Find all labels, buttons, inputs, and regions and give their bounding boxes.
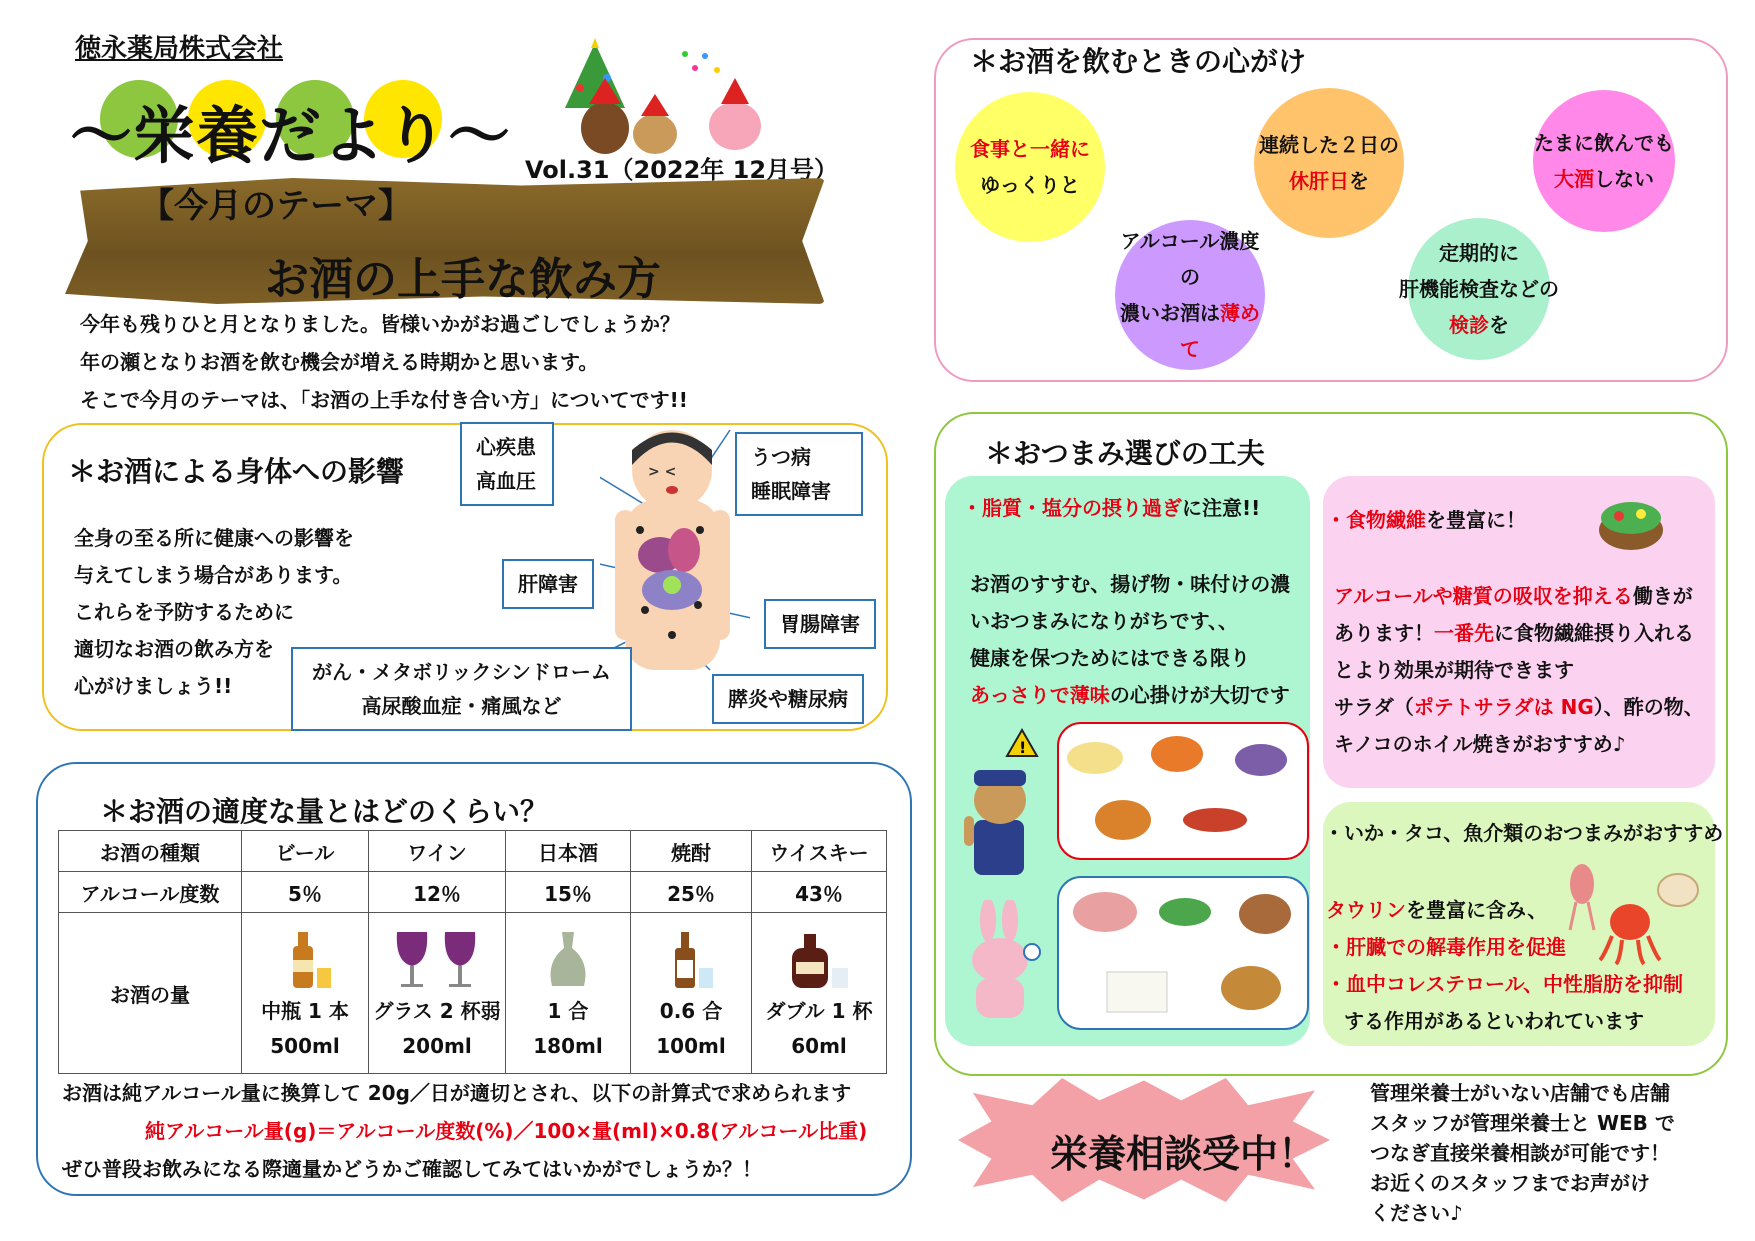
- drink-ml: 200ml: [402, 1034, 472, 1058]
- red-text: ・食物繊維: [1326, 508, 1426, 532]
- body-line: キノコのホイル焼きがおすすめ♪: [1334, 732, 1626, 756]
- tip-text: アルコール濃度の: [1120, 229, 1260, 289]
- tip-circle-4: [1115, 220, 1265, 370]
- label-depression-line: 睡眠障害: [751, 479, 831, 503]
- body-text: 働きが: [1632, 584, 1693, 608]
- red-text: あっさりで薄味: [970, 683, 1110, 707]
- label-cancer: [291, 647, 632, 731]
- newsletter-title: [70, 80, 512, 172]
- drink-abv: 12％: [369, 872, 506, 913]
- wine-glasses-icon: [387, 928, 487, 990]
- fiber-body: [1334, 578, 1704, 763]
- drink-serving: グラス 2 杯弱: [373, 999, 501, 1023]
- table-row: [59, 831, 887, 872]
- body-line: する作用があるといわれています: [1344, 1009, 1644, 1033]
- tip-text: を: [1489, 313, 1509, 337]
- intro-line: そこで今月のテーマは、「お酒の上手な付き合い方」についてです!!: [80, 388, 688, 412]
- effects-line: 与えてしまう場合があります。: [74, 563, 353, 587]
- drink-name: ワイン: [369, 831, 506, 872]
- drink-abv: 5％: [242, 872, 369, 913]
- fried-foods-illustration: [1065, 728, 1300, 853]
- tip-red-text: 大酒: [1554, 167, 1594, 191]
- intro-text: [80, 305, 688, 419]
- drink-serving: 0.6 合: [659, 999, 723, 1023]
- effects-title: ＊お酒による身体への影響: [68, 455, 405, 488]
- drink-ml: 100ml: [656, 1034, 726, 1058]
- intro-line: 年の瀬となりお酒を飲む機会が増える時期かと思います。: [80, 350, 599, 374]
- volume-issue: Vol.31（2022年 12月号）: [525, 156, 839, 184]
- svg-text:> <: > <: [648, 464, 677, 480]
- seafood-heading: ・いか・タコ、魚介類のおつまみがおすすめ: [1324, 821, 1724, 845]
- red-text: タウリン: [1326, 898, 1406, 922]
- consult-line: ください♪: [1370, 1201, 1463, 1225]
- drink-ml: 180ml: [533, 1034, 603, 1058]
- tip-text: ゆっくりと: [980, 173, 1080, 197]
- tip-red-text: 検診: [1449, 313, 1489, 337]
- tips-title: ＊お酒を飲むときの心がけ: [970, 45, 1307, 78]
- tip-circle-1: [955, 92, 1105, 242]
- police-dog-illustration: [960, 760, 1040, 880]
- consult-line: つなぎ直接栄養相談が可能です！: [1370, 1141, 1670, 1165]
- red-text: ・脂質・塩分の摂り過ぎ: [962, 496, 1182, 520]
- tip-text: たまに飲んでも: [1534, 131, 1674, 155]
- tip-text: を: [1349, 169, 1369, 193]
- shochu-bottle-icon: [661, 928, 721, 990]
- drink-amount-cell: [752, 913, 887, 1074]
- theme-title: お酒の上手な飲み方: [265, 254, 661, 305]
- consult-star-text: 栄養相談受中！: [1050, 1132, 1317, 1176]
- drink-abv: 25％: [631, 872, 752, 913]
- beer-bottle-icon: [275, 928, 335, 990]
- effects-line: 適切なお酒の飲み方を: [74, 637, 274, 661]
- label-liver: 肝障害: [502, 559, 594, 609]
- drink-serving: 中瓶 1 本: [261, 999, 349, 1023]
- light-foods-illustration: [1065, 882, 1300, 1022]
- effects-line: 全身の至る所に健康への影響を: [74, 526, 354, 550]
- tip-circle-3: [1533, 90, 1675, 232]
- svg-text:!: !: [1019, 738, 1027, 757]
- consult-text: [1370, 1078, 1675, 1228]
- drink-serving: ダブル 1 杯: [765, 999, 873, 1023]
- tip-red-text: 薄めて: [1180, 301, 1260, 361]
- snacks-title: ＊おつまみ選びの工夫: [985, 437, 1265, 470]
- body-text: の心掛けが大切です: [1109, 683, 1290, 707]
- oily-salty-body: [970, 566, 1290, 714]
- drink-amount-cell: [506, 913, 631, 1074]
- effects-line: 心がけましょう!!: [74, 674, 233, 698]
- tip-text: 連続した２日の: [1259, 133, 1399, 157]
- tip-red-text: 休肝日: [1289, 169, 1349, 193]
- drink-ml: 500ml: [270, 1034, 340, 1058]
- warning-icon: [1005, 728, 1039, 758]
- drink-abv: 15％: [506, 872, 631, 913]
- consult-line: お近くのスタッフまでお声がけ: [1370, 1171, 1650, 1195]
- body-line: いおつまみになりがちです、、: [970, 609, 1238, 633]
- tip-text: 定期的に: [1439, 241, 1519, 265]
- amount-title: ＊お酒の適度な量とはどのくらい？: [100, 795, 549, 828]
- sake-bottle-icon: [538, 928, 598, 990]
- label-pancreas: 膵炎や糖尿病: [712, 674, 864, 724]
- label-depression-line: うつ病: [751, 445, 811, 469]
- tip-text: 肝機能検査などの: [1399, 277, 1559, 301]
- heading-text: を豊富に！: [1426, 508, 1526, 532]
- drink-name: ウイスキー: [752, 831, 887, 872]
- theme-label: 【今月のテーマ】: [140, 186, 412, 226]
- seafood-body: [1326, 892, 1683, 1040]
- drink-amount-cell: [242, 913, 369, 1074]
- table-header-cell: お酒の種類: [59, 831, 242, 872]
- tip-text: しない: [1594, 167, 1654, 191]
- whisky-bottle-icon: [784, 928, 854, 990]
- red-text: ・肝臓での解毒作用を促進: [1326, 935, 1566, 959]
- label-cancer-line: がん・メタボリックシンドローム: [312, 660, 611, 684]
- alcohol-table: [58, 830, 887, 1074]
- amount-note: お酒は純アルコール量に換算して 20g／日が適切とされ、以下の計算式で求められます: [62, 1081, 852, 1105]
- table-header-cell: お酒の量: [59, 913, 242, 1074]
- body-figure-illustration: [600, 420, 750, 680]
- fiber-heading: [1326, 502, 1526, 539]
- body-line: とより効果が期待できます: [1334, 658, 1574, 682]
- tip-red-text: 食事と一緒に: [970, 137, 1090, 161]
- drink-name: 焼酎: [631, 831, 752, 872]
- intro-line: 今年も残りひと月となりました。皆様いかがお過ごしでしょうか？: [80, 312, 680, 336]
- red-text: アルコールや糖質の吸収を抑える: [1334, 584, 1633, 608]
- title-text: ～栄養だより～: [70, 99, 512, 172]
- table-row: [59, 913, 887, 1074]
- body-text: あります！: [1334, 621, 1434, 645]
- drink-amount-cell: [631, 913, 752, 1074]
- salad-bowl-icon: [1595, 490, 1667, 554]
- tip-circle-2: [1254, 88, 1404, 238]
- body-text: ）、酢の物、: [1593, 695, 1704, 719]
- label-cancer-line: 高尿酸血症・痛風など: [361, 694, 562, 718]
- drink-abv: 43％: [752, 872, 887, 913]
- red-text: ポテトサラダは NG: [1413, 695, 1594, 719]
- amount-note: ぜひ普段お飲みになる際適量かどうかご確認してみてはいかがでしょうか？！: [62, 1157, 762, 1181]
- table-row: [59, 872, 887, 913]
- red-text: ・血中コレステロール、中性脂肪を抑制: [1326, 972, 1683, 996]
- body-text: に食物繊維摂り入れる: [1494, 621, 1694, 645]
- label-heart: [460, 422, 554, 506]
- label-stomach: 胃腸障害: [764, 599, 876, 649]
- body-line: 健康を保つためにはできる限り: [970, 646, 1250, 670]
- rabbit-illustration: [962, 900, 1042, 1025]
- table-header-cell: アルコール度数: [59, 872, 242, 913]
- tip-text: 濃いお酒は: [1120, 301, 1220, 325]
- body-text: サラダ（: [1334, 695, 1414, 719]
- body-text: を豊富に含み、: [1406, 898, 1548, 922]
- label-heart-line: 高血圧: [476, 469, 536, 493]
- drink-name: 日本酒: [506, 831, 631, 872]
- body-line: お酒のすすむ、揚げ物・味付けの濃: [970, 572, 1291, 596]
- label-depression: [735, 432, 863, 516]
- drink-name: ビール: [242, 831, 369, 872]
- label-heart-line: 心疾患: [476, 435, 536, 459]
- consult-line: 管理栄養士がいない店舗でも店舗: [1370, 1081, 1670, 1105]
- christmas-animals-illustration: [545, 38, 775, 156]
- tip-circle-5: [1399, 218, 1559, 360]
- effects-line: これらを予防するために: [74, 600, 294, 624]
- drink-ml: 60ml: [791, 1034, 847, 1058]
- oily-salty-heading: [962, 490, 1260, 527]
- red-text: 一番先: [1434, 621, 1494, 645]
- drink-amount-cell: [369, 913, 506, 1074]
- heading-text: に注意!!: [1182, 496, 1261, 520]
- drink-serving: 1 合: [547, 999, 589, 1023]
- company-name: 徳永薬局株式会社: [75, 34, 284, 64]
- consult-line: スタッフが管理栄養士と WEB で: [1370, 1111, 1675, 1135]
- alcohol-formula: 純アルコール量(g)＝アルコール度数(%)／100×量(ml)×0.8(アルコール比重): [145, 1119, 868, 1143]
